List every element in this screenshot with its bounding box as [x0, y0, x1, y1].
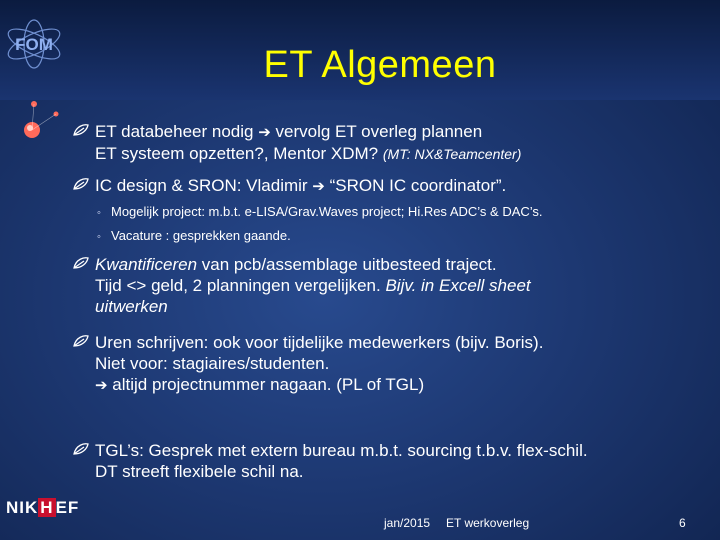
- bullet-leaf-icon: [72, 442, 90, 456]
- slide-title: ET Algemeen: [263, 44, 497, 86]
- bullet-uren-line2: Niet voor: stagiaires/studenten.: [95, 354, 330, 373]
- nikhef-logo-part: H: [40, 498, 54, 517]
- bullet-kwantificeren-text: van pcb/assemblage uitbesteed traject.: [197, 255, 497, 274]
- bullet-leaf-icon: [72, 334, 90, 348]
- bullet-leaf-icon: [72, 123, 90, 137]
- bullet-kwantificeren-line3: uitwerken: [95, 297, 168, 316]
- bullet-databeheer-text-b: vervolg ET overleg plannen: [270, 122, 483, 141]
- fom-logo-text: FOM: [15, 35, 53, 54]
- bullet-databeheer-note: (MT: NX&Teamcenter): [382, 146, 522, 162]
- bullet-uren-line1: Uren schrijven: ook voor tijdelijke medewerkers (bijv. Boris).: [95, 333, 544, 352]
- bullet-kwantificeren-line2-emph: Bijv. in Excell sheet: [385, 276, 531, 295]
- bullet-uren-line3: altijd projectnummer nagaan. (PL of TGL): [107, 375, 425, 394]
- sub-bullet-marker: ◦: [97, 207, 101, 219]
- bullet-ic-design-text-a: IC design & SRON: Vladimir: [95, 176, 313, 195]
- bullet-databeheer-line2: ET systeem opzetten?, Mentor XDM?: [95, 144, 383, 163]
- bullet-kwantificeren-emph: Kwantificeren: [95, 255, 198, 274]
- arrow-right-icon: ➔: [258, 124, 271, 141]
- nikhef-logo-part: K: [25, 498, 39, 517]
- sub-bullet-project-text: Mogelijk project: m.b.t. e-LISA/Grav.Waves project; Hi.Res ADC’s & DAC’s.: [111, 204, 543, 219]
- sub-bullet-project: [97, 203, 543, 222]
- sub-bullet-vacature-text: Vacature : gesprekken gaande.: [111, 228, 291, 243]
- bullet-tgl-line1: TGL’s: Gesprek met extern bureau m.b.t. sourcing t.b.v. flex-schil.: [95, 441, 588, 460]
- nikhef-logo-part: EF: [55, 498, 80, 517]
- bullet-leaf-icon: [72, 177, 90, 191]
- arrow-right-icon: ➔: [312, 178, 325, 195]
- bullet-ic-design-text-b: “SRON IC coordinator”.: [324, 176, 507, 195]
- footer-title: ET werkoverleg: [446, 516, 530, 530]
- page-number: 6: [679, 516, 686, 530]
- footer-date: jan/2015: [384, 516, 431, 530]
- bullet-tgl-line2: DT streeft flexibele schil na.: [95, 462, 304, 481]
- nikhef-logo: [6, 498, 79, 518]
- bullet-kwantificeren-line2: Tijd <> geld, 2 planningen vergelijken.: [95, 276, 386, 295]
- arrow-right-icon: ➔: [95, 377, 108, 394]
- bullet-leaf-icon: [72, 256, 90, 270]
- bullet-databeheer-text-a: ET databeheer nodig: [95, 122, 259, 141]
- nikhef-logo-part: NI: [6, 498, 25, 517]
- sub-bullet-vacature: [97, 227, 291, 246]
- sub-bullet-marker: ◦: [97, 231, 101, 243]
